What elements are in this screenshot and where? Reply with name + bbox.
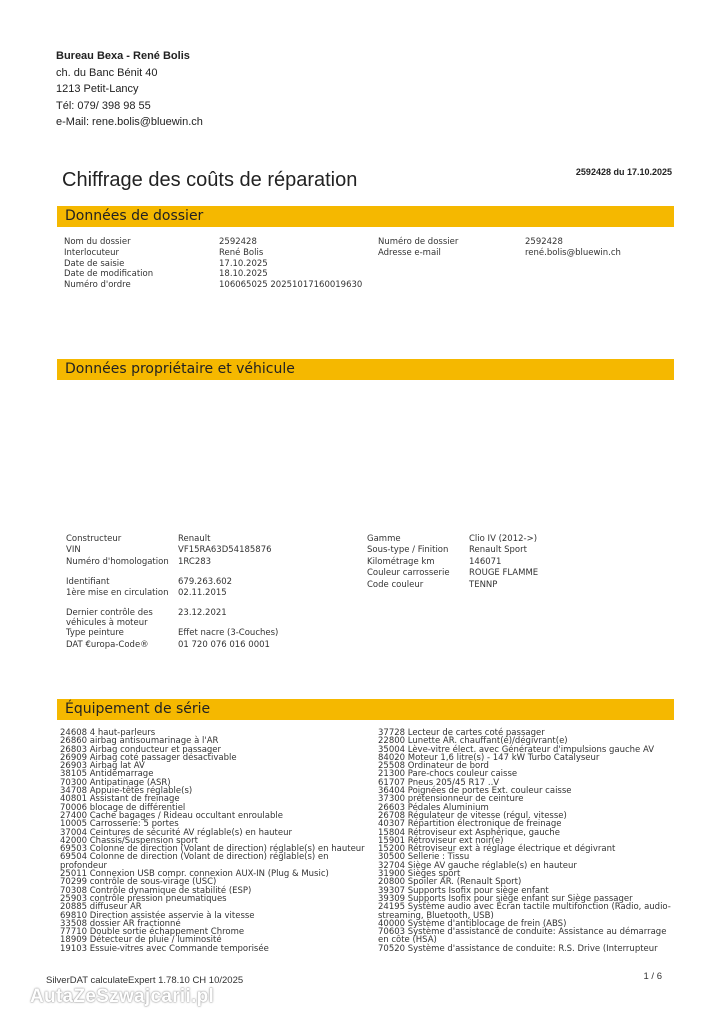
list-item: 37004 Ceintures de sécurité AV réglable(s) en hauteur xyxy=(60,827,292,838)
list-item: 26803 Airbag conducteur et passager xyxy=(60,744,222,755)
field-value: Renault xyxy=(178,534,211,544)
field-label: Identifiant xyxy=(66,576,110,587)
list-item: 40801 Assistant de freinage xyxy=(60,794,180,805)
section-header-equipment xyxy=(57,699,674,720)
list-item: 26903 Airbag lat AV xyxy=(60,761,145,772)
list-item: 22800 Lunette AR. chauffant(é)/dégivrant(e) xyxy=(378,736,568,747)
sender-name: Bureau Bexa - René Bolis xyxy=(56,50,190,62)
list-item: 25011 Connexion USB compr. connexion AUX-IN (Plug & Music) xyxy=(60,869,329,880)
field-row xyxy=(66,609,366,629)
list-item: 70308 Contrôle dynamique de stabilité (ESP) xyxy=(60,885,252,896)
field-label: Nom du dossier xyxy=(64,237,131,247)
list-item: 20885 diffuseur AR xyxy=(60,902,142,913)
field-row xyxy=(378,248,621,259)
field-label: Couleur carrosserie xyxy=(367,568,450,579)
field-value: 23.12.2021 xyxy=(178,608,227,619)
equipment-list-left xyxy=(60,729,372,953)
vehicle-fields-left xyxy=(66,535,366,652)
field-label: Type peinture xyxy=(66,628,124,639)
field-label: Constructeur xyxy=(66,534,122,544)
list-item: 15901 Rétroviseur ext noir(e) xyxy=(378,835,504,846)
sender-email[interactable]: e-Mail: rene.bolis@bluewin.ch xyxy=(56,116,203,128)
list-item: 26603 Pédales Aluminium xyxy=(378,802,489,813)
field-value: 1RC283 xyxy=(178,556,212,567)
sender-phone: Tél: 079/ 398 98 55 xyxy=(56,99,151,112)
list-item: 30500 Sellerie : Tissu xyxy=(378,852,470,863)
field-label: Adresse e-mail xyxy=(378,247,441,258)
field-value: Clio IV (2012->) xyxy=(469,534,538,544)
field-label: Interlocuteur xyxy=(64,247,120,258)
sender-street: ch. du Banc Bénit 40 xyxy=(56,66,158,79)
list-item: 26708 Régulateur de vitesse (régul. vitesse) xyxy=(378,810,567,821)
field-value: 17.10.2025 xyxy=(219,258,268,269)
list-item: 69503 Colonne de direction (Volant de direction) réglable(s) en hauteur xyxy=(60,844,365,855)
field-label: Numéro de dossier xyxy=(378,237,459,247)
field-value: 106065025 20251017160019630 xyxy=(219,280,363,291)
list-item: 32704 Siège AV gauche réglable(s) en hauteur xyxy=(378,860,577,871)
field-label: Code couleur xyxy=(367,579,424,590)
field-value: 2592428 xyxy=(219,237,257,247)
dossier-fields-left xyxy=(64,237,362,291)
field-row xyxy=(378,237,621,248)
list-item: 35004 Lève-vitre élect. avec Générateur d'impulsions gauche AV xyxy=(378,744,655,755)
field-value: René Bolis xyxy=(219,247,264,258)
field-label: Date de saisie xyxy=(64,258,125,269)
field-label: Sous-type / Finition xyxy=(367,545,449,556)
field-label: VIN xyxy=(66,545,81,556)
field-row xyxy=(64,237,362,248)
section-header-dossier xyxy=(57,206,674,227)
list-item: 20800 Spoiler AR. (Renault Sport) xyxy=(378,877,522,888)
field-value: 02.11.2015 xyxy=(178,588,227,599)
field-row xyxy=(367,569,538,580)
list-item: 24608 4 haut-parleurs xyxy=(60,728,156,738)
field-label: Kilométrage km xyxy=(367,556,435,567)
list-item: 37728 Lecteur de cartes coté passager xyxy=(378,728,545,738)
list-item: 69810 Direction assistée asservie à la vitesse xyxy=(60,910,255,921)
field-row xyxy=(64,269,362,280)
section-title-equipment: Équipement de série xyxy=(65,701,211,717)
list-item: 15804 Rétroviseur ext Asphérique, gauche xyxy=(378,827,560,838)
list-item: 38105 Antidémarrage xyxy=(60,769,154,780)
field-row xyxy=(66,558,366,578)
list-item: 19103 Essuie-vitres avec Commande temporisée xyxy=(60,943,269,954)
document-title: Chiffrage des coûts de réparation xyxy=(62,169,358,191)
vehicle-fields-right xyxy=(367,535,538,592)
list-item: 61707 Pneus 205/45 R17 ..V xyxy=(378,777,500,788)
section-header-owner-vehicle xyxy=(57,359,674,380)
list-item: 77710 Double sortie échappement Chrome xyxy=(60,927,245,938)
list-item: 39307 Supports Isofix pour siège enfant xyxy=(378,885,549,896)
list-item: 26909 Airbag coté passager désactivable xyxy=(60,752,237,763)
field-value: VF15RA63D54185876 xyxy=(178,545,272,556)
field-label: 1ère mise en circulation xyxy=(66,588,169,599)
list-item: 84020 Moteur 1,6 litre(s) - 147 kW Turbo Catalyseur xyxy=(378,752,600,763)
sender-city: 1213 Petit-Lancy xyxy=(56,83,139,95)
document-reference: 2592428 du 17.10.2025 xyxy=(575,167,672,177)
field-label: Numéro d'ordre xyxy=(64,280,131,291)
list-item: 26860 airbag antisoumarinage à l'AR xyxy=(60,736,219,747)
field-label: Date de modification xyxy=(64,269,154,280)
list-item: 39309 Supports Isofix pour siège enfant sur Siège passager xyxy=(378,893,633,904)
field-value: 679.263.602 xyxy=(178,576,233,587)
footer-software: SilverDAT calculateExpert 1.78.10 CH 10/2025 xyxy=(46,975,244,986)
list-item: 27400 Cache bagages / Rideau occultant enroulable xyxy=(60,810,283,821)
list-item: 40000 Système d'antiblocage de frein (ABS) xyxy=(378,918,567,929)
list-item: 70300 Antipatinage (ASR) xyxy=(60,777,171,788)
watermark: AutaZeSzwajcarii.pl xyxy=(30,986,215,1007)
field-value: rené.bolis@bluewin.ch xyxy=(525,247,621,258)
list-item: 34708 Appuie-têtes réglable(s) xyxy=(60,786,193,797)
field-value: ROUGE FLAMME xyxy=(469,568,539,579)
field-value: 2592428 xyxy=(525,237,563,247)
field-row xyxy=(64,280,362,291)
field-row xyxy=(64,248,362,259)
list-item: 70603 Système d'assistance de conduite: Assistance au démarrage en côte (HSA) xyxy=(378,927,667,946)
list-item: 70299 contrôle de sous-virage (USC) xyxy=(60,877,217,888)
list-item: 25508 Ordinateur de bord xyxy=(378,761,489,772)
field-row xyxy=(66,641,366,652)
list-item: 42000 Chassis/Suspension sport xyxy=(60,835,198,846)
list-item: 70520 Système d'assistance de conduite: R.S. Drive (Interrupteur xyxy=(378,943,658,954)
field-value: Renault Sport xyxy=(469,545,527,556)
field-label: Numéro d'homologation xyxy=(66,556,169,567)
sender-address xyxy=(56,48,203,131)
list-item: 24195 Système audio avec Écran tactile multifonction (Radio, audio-streaming, Bluetooth, USB) xyxy=(378,902,671,921)
field-row xyxy=(66,629,366,640)
list-item: 37300 prétensionneur de ceinture xyxy=(378,794,524,805)
field-label: Dernier contrôle des véhicules à moteur xyxy=(66,608,153,628)
field-value: 146071 xyxy=(469,556,502,567)
list-item: 33508 dossier AR fractionné xyxy=(60,918,181,929)
list-item: 10005 Carrosserie: 5 portes xyxy=(60,819,179,830)
field-value: TENNP xyxy=(469,579,498,590)
field-value: 18.10.2025 xyxy=(219,269,268,280)
section-title-dossier: Données de dossier xyxy=(65,208,204,224)
list-item: 21300 Pare-chocs couleur caisse xyxy=(378,769,518,780)
list-item: 36404 Poignées de portes Ext. couleur caisse xyxy=(378,786,572,797)
list-item: 70006 blocage de différentiel xyxy=(60,802,186,813)
section-title-owner-vehicle: Données propriétaire et véhicule xyxy=(65,361,295,377)
list-item: 40307 Répartition électronique de freinage xyxy=(378,819,562,830)
page-number: 1 / 6 xyxy=(643,971,662,982)
field-value: 01 720 076 016 0001 xyxy=(178,639,270,650)
field-row xyxy=(64,259,362,270)
field-label: Gamme xyxy=(367,534,401,544)
field-label: DAT €uropa-Code® xyxy=(66,639,149,650)
list-item: 18909 Détecteur de pluie / luminosité xyxy=(60,935,222,946)
list-item: 25903 contrôle pression pneumatiques xyxy=(60,893,227,904)
list-item: 69504 Colonne de direction (Volant de direction) réglable(s) en profondeur xyxy=(60,852,329,871)
list-item: 31900 Sièges sport xyxy=(378,869,461,880)
equipment-list-right xyxy=(378,729,678,953)
list-item: 15200 Rétroviseur ext à réglage électrique et dégivrant xyxy=(378,844,616,855)
dossier-fields-right xyxy=(378,237,621,259)
field-row xyxy=(367,581,538,592)
field-value: Effet nacre (3-Couches) xyxy=(178,628,279,639)
field-row xyxy=(66,589,366,609)
